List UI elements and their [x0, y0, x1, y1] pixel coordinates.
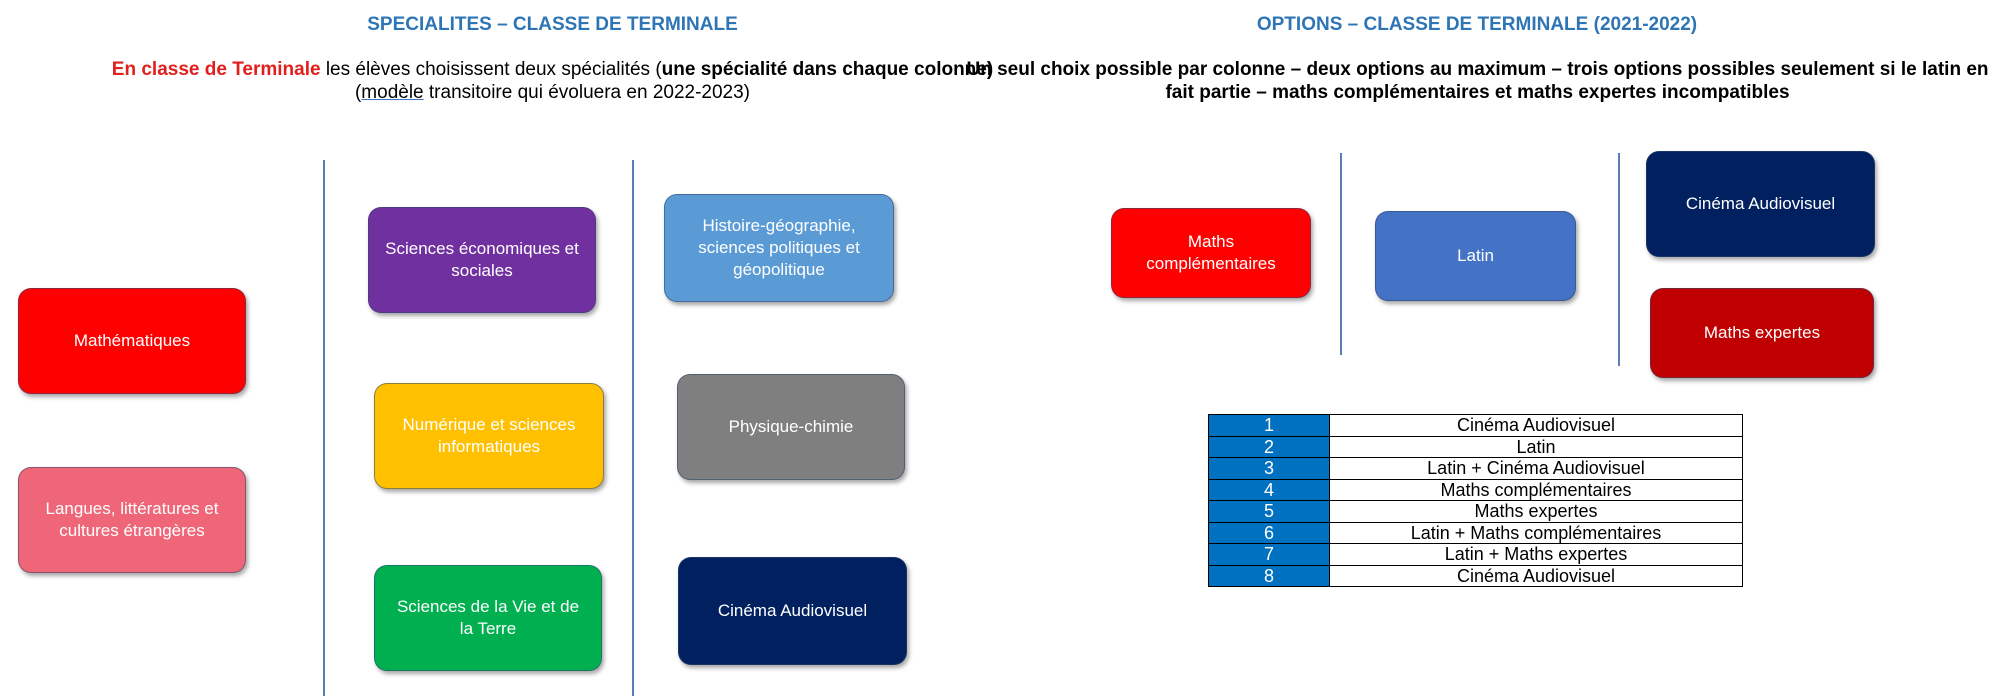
- intro-highlight: En classe de Terminale: [111, 59, 321, 80]
- row-label: Latin + Maths expertes: [1330, 544, 1743, 566]
- row-number: 5: [1209, 501, 1330, 523]
- intro-bold: une spécialité dans chaque colonne): [661, 59, 994, 80]
- specialites-intro: [0, 58, 1105, 104]
- row-label: Maths complémentaires: [1330, 479, 1743, 501]
- intro-text2-open: (: [354, 82, 362, 103]
- options-divider-1: [1340, 153, 1342, 355]
- table-row: [1209, 522, 1743, 544]
- row-label: Latin + Cinéma Audiovisuel: [1330, 458, 1743, 480]
- box-latin: Latin: [1375, 211, 1576, 301]
- intro-text1: les élèves choisissent deux spécialités (: [320, 59, 662, 80]
- box-physique-chimie: Physique-chimie: [677, 374, 905, 480]
- options-combinations-table: [1208, 414, 1743, 587]
- column-divider-2: [632, 160, 634, 696]
- box-mathematiques: Mathématiques: [18, 288, 246, 394]
- row-label: Latin + Maths complémentaires: [1330, 522, 1743, 544]
- options-intro-line1: Un seul choix possible par colonne – deux options au maximum – trois options possibles seulement si le latin en: [966, 59, 1989, 80]
- box-hggsp: Histoire-géographie, sciences politiques et géopolitique: [664, 194, 894, 302]
- row-number: 2: [1209, 436, 1330, 458]
- table-row: [1209, 479, 1743, 501]
- box-langues: Langues, littératures et cultures étrangères: [18, 467, 246, 573]
- row-number: 1: [1209, 415, 1330, 437]
- intro-text2-underlined: modèle: [361, 82, 424, 103]
- options-title: OPTIONS – CLASSE DE TERMINALE (2021-2022): [1256, 14, 1698, 35]
- table-row: [1209, 415, 1743, 437]
- table-row: [1209, 501, 1743, 523]
- column-divider-1: [323, 160, 325, 696]
- row-number: 8: [1209, 565, 1330, 587]
- table-row: [1209, 458, 1743, 480]
- row-label: Cinéma Audiovisuel: [1330, 565, 1743, 587]
- options-divider-2: [1618, 153, 1620, 366]
- box-maths-expertes: Maths expertes: [1650, 288, 1874, 378]
- row-label: Cinéma Audiovisuel: [1330, 415, 1743, 437]
- box-cinema-specialite: Cinéma Audiovisuel: [678, 557, 907, 665]
- row-number: 7: [1209, 544, 1330, 566]
- box-maths-complementaires: Maths complémentaires: [1111, 208, 1311, 298]
- box-nsi: Numérique et sciences informatiques: [374, 383, 604, 489]
- table-row: [1209, 436, 1743, 458]
- row-label: Latin: [1330, 436, 1743, 458]
- row-number: 4: [1209, 479, 1330, 501]
- row-number: 6: [1209, 522, 1330, 544]
- intro-text2-rest: transitoire qui évoluera en 2022-2023): [423, 82, 751, 103]
- options-intro: [960, 58, 1995, 104]
- options-intro-line2: fait partie – maths complémentaires et maths expertes incompatibles: [1165, 82, 1790, 103]
- table-row: [1209, 544, 1743, 566]
- box-svt: Sciences de la Vie et de la Terre: [374, 565, 602, 671]
- box-cinema-option: Cinéma Audiovisuel: [1646, 151, 1875, 257]
- box-ses: Sciences économiques et sociales: [368, 207, 596, 313]
- table-row: [1209, 565, 1743, 587]
- row-number: 3: [1209, 458, 1330, 480]
- specialites-title: SPECIALITES – CLASSE DE TERMINALE: [367, 14, 738, 35]
- row-label: Maths expertes: [1330, 501, 1743, 523]
